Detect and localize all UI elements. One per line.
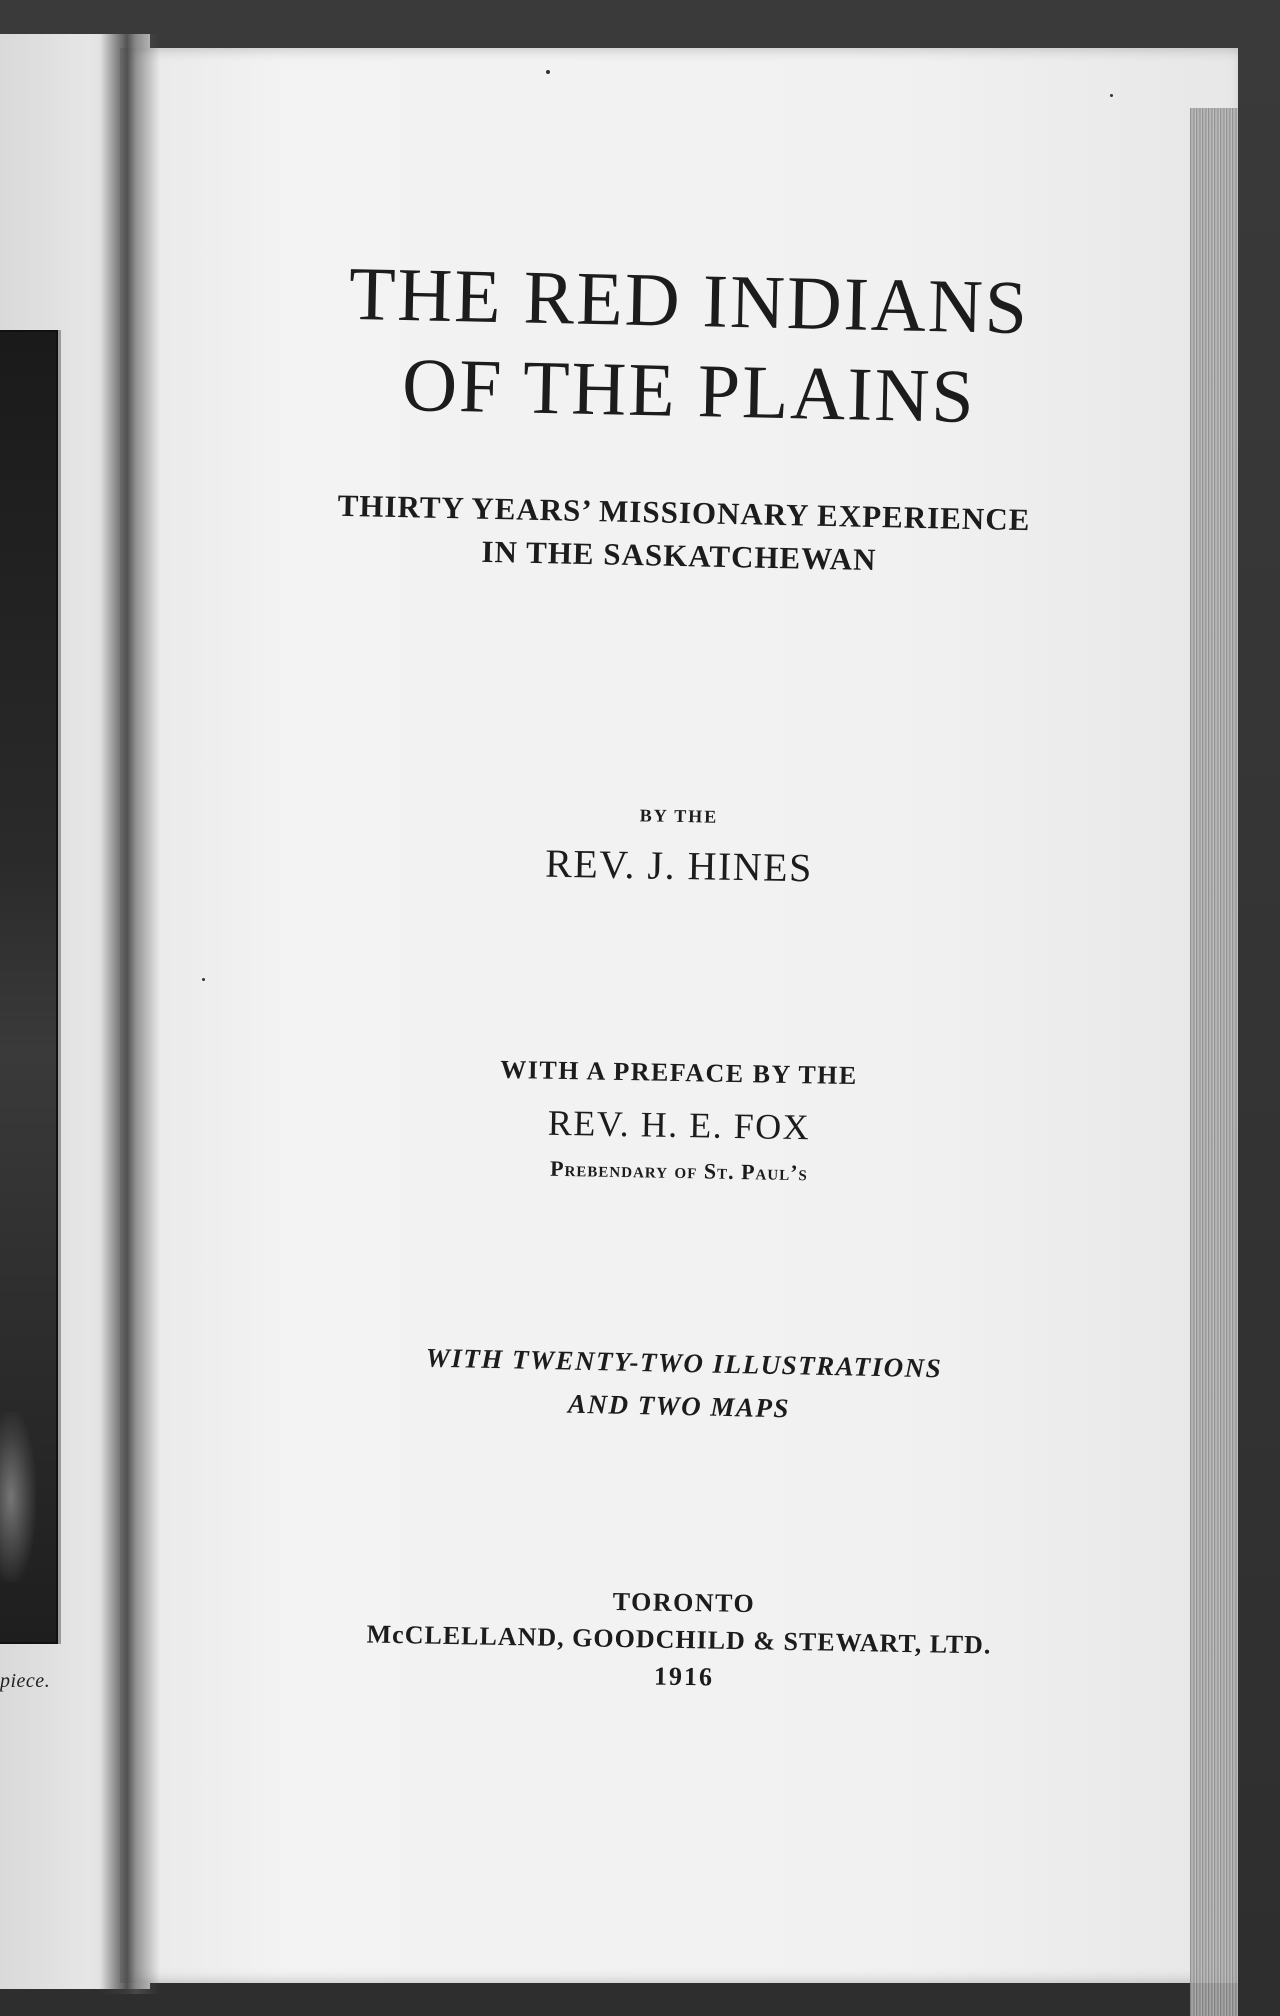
imprint-city: TORONTO [612,1587,756,1618]
subtitle-line-1: THIRTY YEARS’ MISSIONARY EXPERIENCE [337,487,1031,538]
dust-speck [202,978,205,981]
frontispiece-highlight [0,1412,36,1582]
title-page-text [120,48,1238,1983]
frontispiece-image [0,330,58,1644]
preface-intro: WITH A PREFACE BY THE [500,1054,859,1091]
dust-speck [1110,94,1113,97]
book-title-line-2: OF THE PLAINS [401,343,977,439]
dust-speck [546,70,550,74]
imprint-publisher: McCLELLAND, GOODCHILD & STEWART, LTD. [366,1619,992,1660]
illustrations-note-line-1: WITH TWENTY-TWO ILLUSTRATIONS [425,1342,943,1384]
preface-author-role: Prebendary of St. Paul’s [549,1155,809,1186]
illustrations-note-line-2: AND TWO MAPS [567,1388,791,1424]
book-title-line-1: THE RED INDIANS [348,251,1030,351]
preface-author: REV. H. E. FOX [547,1102,811,1148]
imprint-year: 1916 [653,1661,715,1692]
author-name: REV. J. HINES [544,840,814,891]
subtitle-line-2: IN THE SASKATCHEWAN [481,533,877,578]
frontispiece-caption: piece. [0,1670,51,1692]
by-the-label: BY THE [639,805,719,827]
